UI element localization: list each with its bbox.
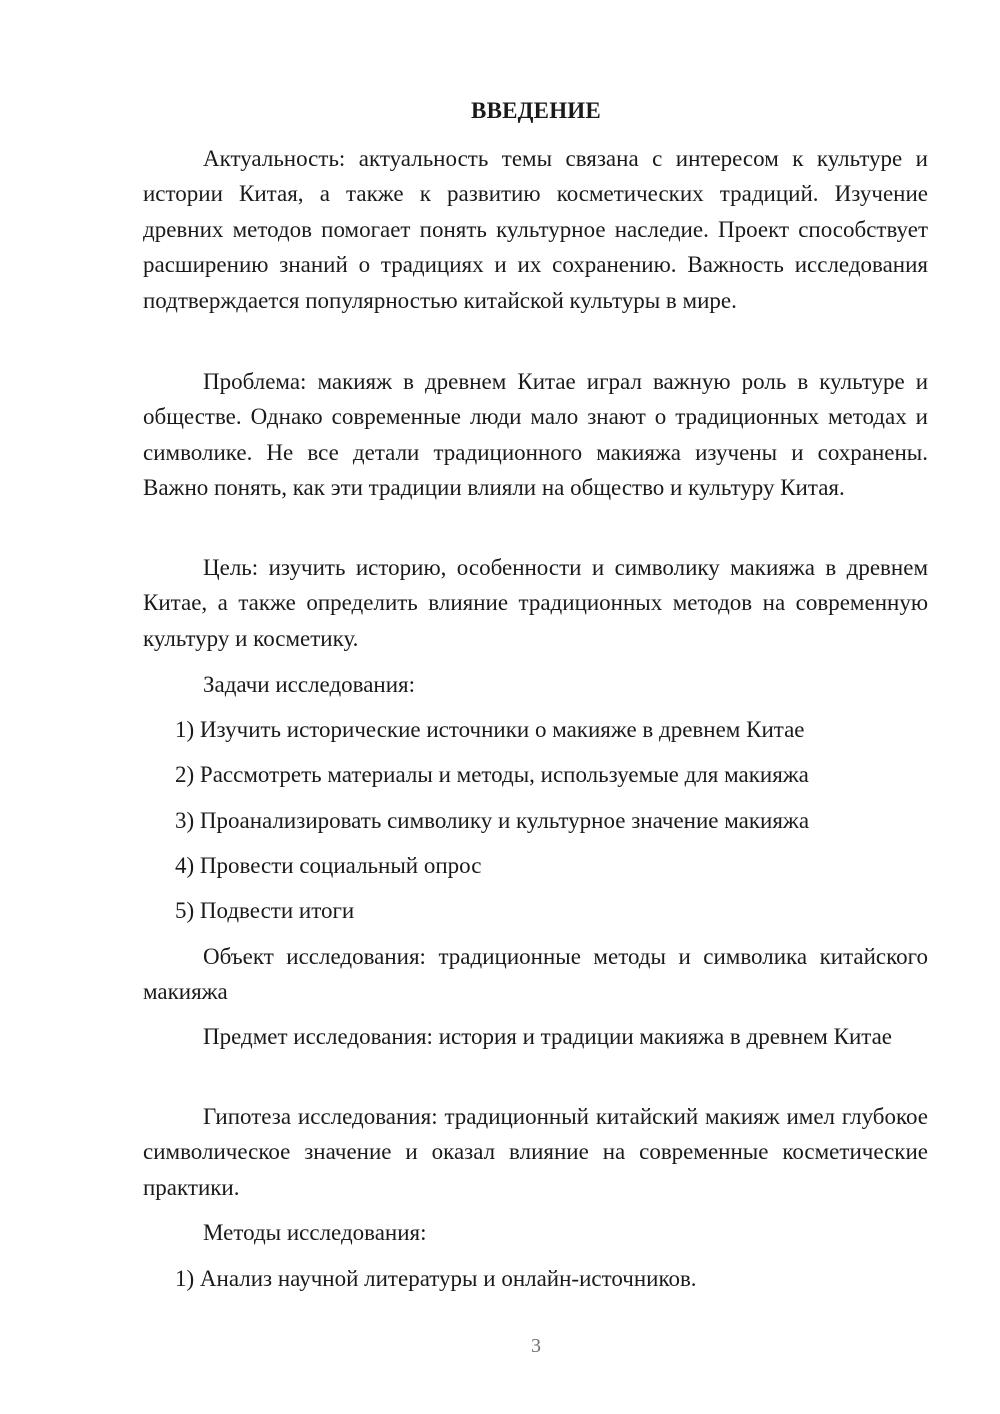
- relevance-paragraph: Актуальность: актуальность темы связана с интересом к культуре и истории Китая, а также к развитию косметических традиций. Изучение древних методов помогает понять культурное наследие. Проект способствует расширению знаний о традициях и их сохранению. Важность исследования подтверждается популярностью китайской культуры в мире.: [143, 146, 928, 313]
- task-item-3: 3) Проанализировать символику и культурное значение макияжа: [175, 808, 810, 833]
- tasks-heading: Задачи исследования:: [203, 672, 416, 697]
- goal-paragraph: Цель: изучить историю, особенности и символику макияжа в древнем Китае, а также определить влияние традиционных методов на современную культуру и косметику.: [143, 555, 928, 651]
- problem-paragraph: Проблема: макияж в древнем Китае играл важную роль в культуре и обществе. Однако современные люди мало знают о традиционных методах и символике. Не все детали традиционного макияжа изучены и сохранены. Важно понять, как эти традиции влияли на общество и культуру Китая.: [143, 369, 928, 501]
- subject-paragraph: Предмет исследования: история и традиции макияжа в древнем Китае: [203, 1024, 893, 1049]
- page-number: 3: [531, 1335, 541, 1357]
- task-item-2: 2) Рассмотреть материалы и методы, используемые для макияжа: [175, 762, 809, 787]
- task-item-1: 1) Изучить исторические источники о макияже в древнем Китае: [175, 717, 805, 742]
- page-title: ВВЕДЕНИЕ: [471, 98, 601, 123]
- methods-heading: Методы исследования:: [203, 1220, 427, 1245]
- method-item-1: 1) Анализ научной литературы и онлайн-источников.: [175, 1266, 697, 1291]
- task-item-5: 5) Подвести итоги: [175, 898, 355, 923]
- task-item-4: 4) Провести социальный опрос: [175, 853, 482, 878]
- hypothesis-paragraph: Гипотеза исследования: традиционный китайский макияж имел глубокое символическое значение и оказал влияние на современные косметические практики.: [143, 1104, 928, 1200]
- object-paragraph: Объект исследования: традиционные методы и символика китайского макияжа: [143, 944, 928, 1005]
